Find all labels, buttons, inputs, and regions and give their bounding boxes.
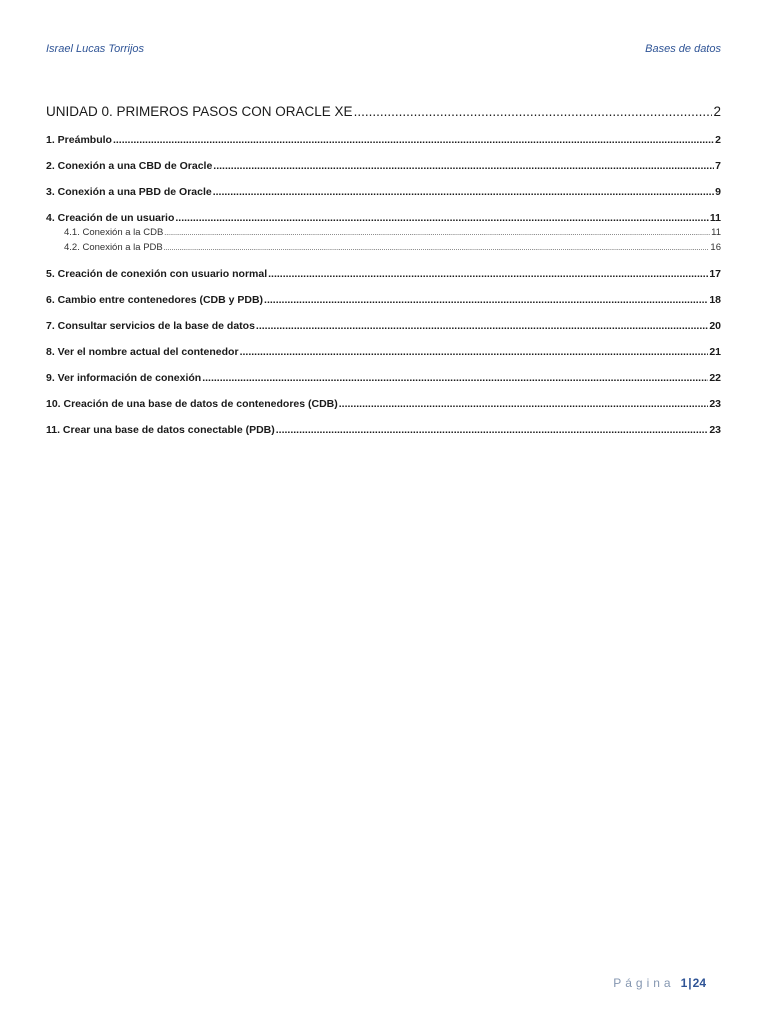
toc-dot-leader bbox=[164, 245, 710, 252]
toc-subentry-page: 16 bbox=[710, 242, 721, 253]
toc-entry-label: 11. Crear una base de datos conectable (PDB) bbox=[46, 424, 275, 436]
toc-subentry-page: 11 bbox=[711, 227, 721, 238]
toc-dot-leader bbox=[339, 398, 709, 410]
toc-subentry[interactable] bbox=[46, 227, 721, 242]
toc-entry-page: 18 bbox=[709, 294, 721, 306]
toc-dot-leader bbox=[268, 268, 708, 280]
toc-entry-page: 21 bbox=[709, 346, 721, 358]
toc-dot-leader bbox=[213, 186, 714, 198]
toc-entry-page: 20 bbox=[709, 320, 721, 332]
header-author: Israel Lucas Torrijos bbox=[46, 43, 145, 55]
page-footer bbox=[613, 976, 706, 990]
toc-subentry-label: 4.2. Conexión a la PDB bbox=[64, 242, 163, 253]
toc-subentry[interactable] bbox=[46, 242, 721, 257]
page-word: Página bbox=[613, 976, 675, 990]
toc-entry-page: 22 bbox=[709, 372, 721, 384]
toc-entry-label: 4. Creación de un usuario bbox=[46, 212, 175, 224]
toc-dot-leader bbox=[276, 424, 709, 436]
toc-dot-leader bbox=[354, 104, 713, 119]
toc-entry-label: 5. Creación de conexión con usuario normal bbox=[46, 268, 268, 280]
toc-dot-leader bbox=[164, 230, 710, 237]
toc-entry[interactable] bbox=[46, 160, 721, 175]
page-separator: | bbox=[688, 976, 692, 990]
toc-entry-page: 2 bbox=[713, 104, 721, 119]
toc-entry-page: 7 bbox=[715, 160, 721, 172]
toc-entry-label: 9. Ver información de conexión bbox=[46, 372, 202, 384]
toc-entry-page: 9 bbox=[715, 186, 721, 198]
total-pages: 24 bbox=[692, 976, 706, 990]
toc-entry-page: 2 bbox=[715, 134, 721, 146]
toc-dot-leader bbox=[113, 134, 714, 146]
toc-entry[interactable] bbox=[46, 268, 721, 283]
toc-entry-label: 2. Conexión a una CBD de Oracle bbox=[46, 160, 213, 172]
table-of-contents bbox=[46, 104, 721, 450]
toc-dot-leader bbox=[175, 212, 709, 224]
toc-entry-label: 7. Consultar servicios de la base de datos bbox=[46, 320, 255, 332]
toc-subentry-label: 4.1. Conexión a la CDB bbox=[64, 227, 164, 238]
toc-entry-label: 3. Conexión a una PBD de Oracle bbox=[46, 186, 212, 198]
toc-entry[interactable] bbox=[46, 424, 721, 439]
toc-entry[interactable] bbox=[46, 134, 721, 149]
toc-dot-leader bbox=[240, 346, 709, 358]
toc-entry[interactable] bbox=[46, 294, 721, 309]
toc-entry-label: 8. Ver el nombre actual del contenedor bbox=[46, 346, 239, 358]
toc-entry-label: 1. Preámbulo bbox=[46, 134, 112, 146]
toc-entry[interactable] bbox=[46, 346, 721, 361]
toc-entry-label: UNIDAD 0. PRIMEROS PASOS CON ORACLE XE bbox=[46, 104, 353, 119]
toc-entry[interactable] bbox=[46, 398, 721, 413]
toc-dot-leader bbox=[256, 320, 708, 332]
toc-entry[interactable] bbox=[46, 372, 721, 387]
toc-unit-entry[interactable] bbox=[46, 104, 721, 124]
toc-entry[interactable] bbox=[46, 186, 721, 201]
toc-entry-page: 23 bbox=[709, 424, 721, 436]
toc-entry-page: 23 bbox=[709, 398, 721, 410]
toc-dot-leader bbox=[213, 160, 714, 172]
toc-entry-page: 17 bbox=[709, 268, 721, 280]
toc-entry[interactable] bbox=[46, 320, 721, 335]
toc-entry-page: 11 bbox=[709, 212, 721, 224]
header-subject: Bases de datos bbox=[645, 43, 721, 55]
toc-dot-leader bbox=[202, 372, 708, 384]
page-number: 1 bbox=[680, 976, 688, 990]
toc-dot-leader bbox=[264, 294, 708, 306]
toc-entry-label: 10. Creación de una base de datos de contenedores (CDB) bbox=[46, 398, 338, 410]
toc-entry[interactable] bbox=[46, 212, 721, 227]
toc-entry-label: 6. Cambio entre contenedores (CDB y PDB) bbox=[46, 294, 264, 306]
